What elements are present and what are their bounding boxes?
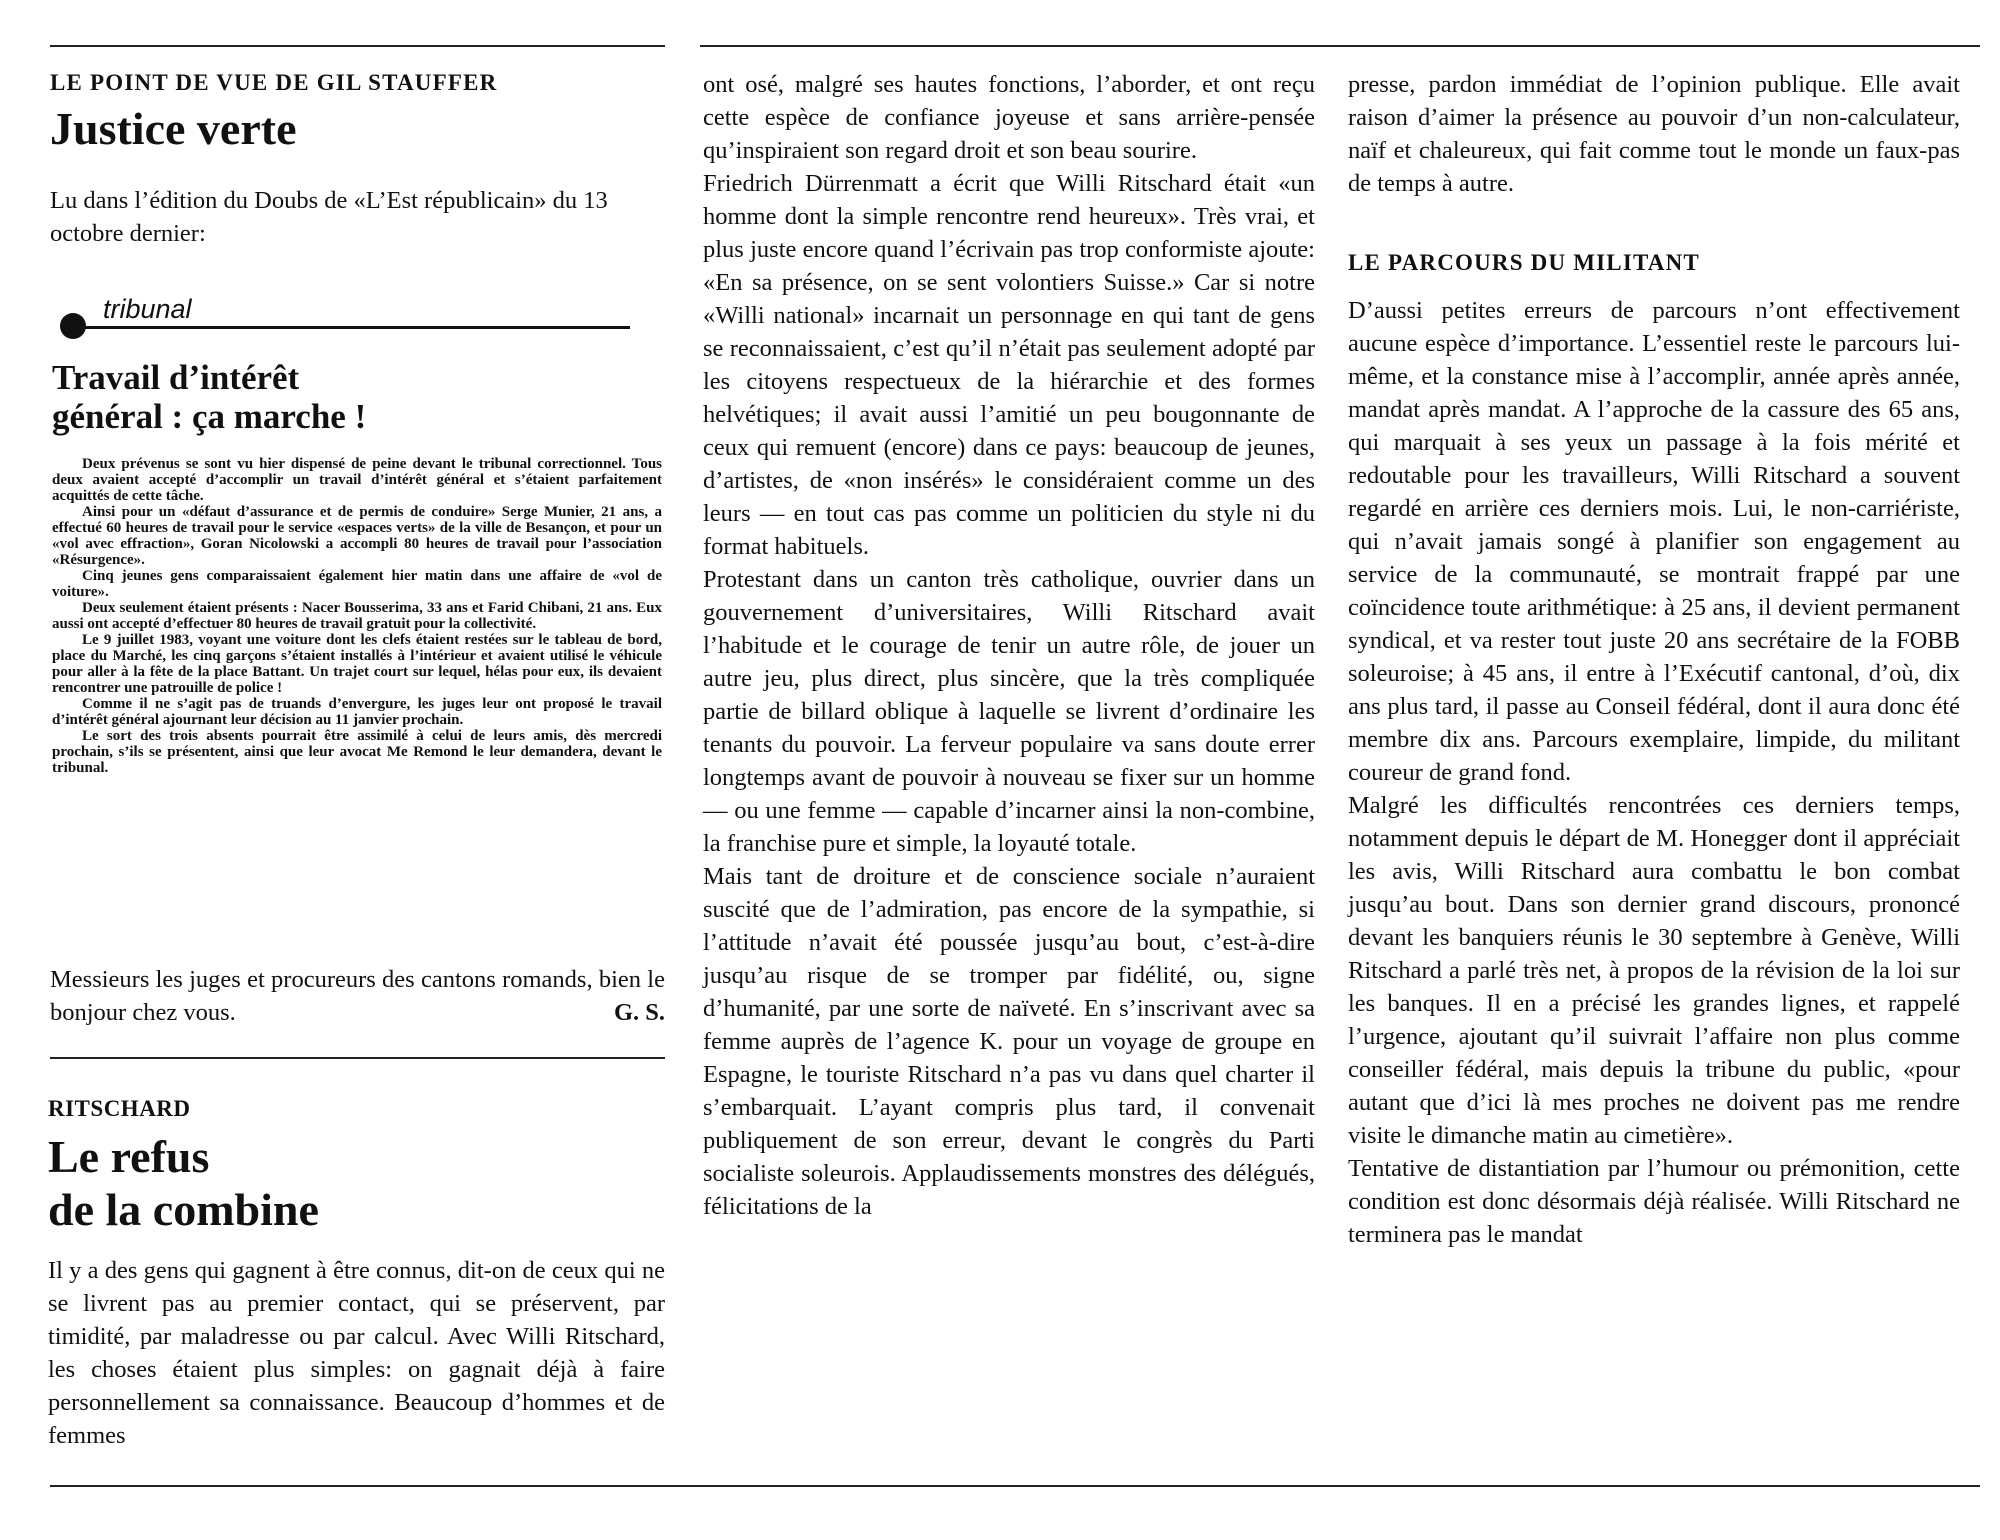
headline-le-refus: Le refus — [48, 1131, 210, 1182]
headline-justice-verte: Justice verte — [50, 103, 297, 154]
article-paragraph: presse, pardon immédiat de l’opinion publique. Elle avait raison d’aimer la présence au pouvoir d’un non-calculateur, naïf et chaleureux, qui fait comme tout le monde un faux-pas de temps à autre. — [1348, 71, 1960, 197]
signature: G. S. — [613, 999, 665, 1026]
clipping-paragraph: Le sort des trois absents pourrait être assimilé à celui de leurs amis, dès mercredi prochain, s’ils se présentent, ainsi que leur avocat Me Remond le leur demandera, devant le tribunal. — [52, 728, 662, 776]
column1-mid-rule — [50, 1057, 665, 1059]
closing-block — [50, 963, 665, 1029]
clipping-paragraph: Deux prévenus se sont vu hier dispensé de peine devant le tribunal correctionnel. Tous deux avaient accepté d’accomplir un travail d’intérêt général et s’étaient parfaitement acquittés de cette tâche. — [52, 456, 662, 504]
kicker-ritschard: RITSCHARD — [48, 1096, 191, 1121]
clipping-content — [52, 358, 662, 776]
clipping-paragraph: Cinq jeunes gens comparaissaient également hier matin dans une affaire de «vol de voiture». — [52, 568, 662, 600]
intro-text: Lu dans l’édition du Doubs de «L’Est républicain» du 13 octobre dernier: — [50, 187, 608, 247]
article-body-start: Il y a des gens qui gagnent à être connus, dit-on de ceux qui ne se livrent pas au premier contact, qui se préservent, par timidité, par maladresse ou par calcul. Avec Willi Ritschard, les choses étaient plus simples: on gagnait déjà à faire personnellement sa connaissance. Beaucoup d’hommes et de femmes — [48, 1257, 665, 1449]
column-3 — [1348, 68, 1960, 1251]
subhead-parcours: LE PARCOURS DU MILITANT — [1348, 250, 1700, 275]
clipping-paragraph: Comme il ne s’agit pas de truands d’envergure, les juges leur ont proposé le travail d’intérêt général ajournant leur décision au 11 janvier prochain. — [52, 696, 662, 728]
clipping-label-rule — [68, 326, 630, 329]
clipping-paragraph: Deux seulement étaient présents : Nacer Bousserima, 33 ans et Farid Chibani, 21 ans. Eux aussi ont accepté d’effectuer 80 heures de travail gratuit pour la collectivité. — [52, 600, 662, 632]
top-rule-right — [700, 45, 1980, 47]
ritschard-article-head — [48, 1096, 665, 1452]
article-paragraph: Malgré les difficultés rencontrées ces derniers temps, notamment depuis le départ de M. Honegger dont il appréciait les avis, Willi Ritschard aura combattu le bon combat jusqu’au bout. Dans son dernier grand discours, prononcé devant les banquiers réunis le 30 septembre à Genève, Willi Ritschard a parlé très net, à propos de la révision de la loi sur les banques. Il en a précisé les grandes lignes, et rappelé l’urgence, ajoutant qu’il suivrait l’affaire non plus comme conseiller fédéral, mais depuis la tribune du public, «pour autant que d’ici là mes proches ne doivent pas me rendre visite le dimanche matin au cimetière». — [1348, 792, 1960, 1149]
column-2 — [703, 68, 1315, 1223]
top-rule-left — [50, 45, 665, 47]
article-paragraph: Tentative de distantiation par l’humour ou prémonition, cette condition est donc désormais déjà réalisée. Willi Ritschard ne terminera pas le mandat — [1348, 1155, 1960, 1248]
clipping-paragraph: Ainsi pour un «défaut d’assurance et de permis de conduire» Serge Munier, 21 ans, a effectué 60 heures de travail pour le service «espaces verts» de la ville de Besançon, et pour un «vol avec effraction», Goran Nicolowski a accompli 80 heures de travail pour l’association «Résurgence». — [52, 504, 662, 568]
column-1 — [50, 70, 665, 250]
clipping-headline-line1: Travail d’intérêt — [52, 358, 300, 397]
kicker-point-de-vue: LE POINT DE VUE DE GIL STAUFFER — [50, 70, 498, 95]
article-paragraph: Friedrich Dürrenmatt a écrit que Willi Ritschard était «un homme dont la simple rencontre rend heureux». Très vrai, et plus juste encore quand l’écrivain pas trop conformiste ajoute: «En sa présence, on se sent volontiers Suisse.» Car si notre «Willi national» incarnait un personnage en qui tant de gens se reconnaissaient, c’est qu’il n’était pas seulement adopté par les citoyens respectueux de la hiérarchie et des formes helvétiques; il avait aussi l’amitié un peu bougonnante de ceux qui remuent (encore) dans ce pays: beaucoup de jeunes, d’artistes, de «non insérés» le considéraient comme un des leurs — en tout cas pas comme un politicien du style ni du format habituels. — [703, 170, 1315, 560]
clipping-headline-line2: général : ça marche ! — [52, 397, 367, 436]
headline-de-la-combine: de la combine — [48, 1184, 319, 1235]
clipping-label: tribunal — [103, 294, 192, 324]
article-paragraph: ont osé, malgré ses hautes fonctions, l’aborder, et ont reçu cette espèce de confiance joyeuse et sans arrière-pensée qu’inspiraient son regard droit et son beau sourire. — [703, 71, 1315, 164]
closing-sentence: Messieurs les juges et procureurs des cantons romands, bien le bonjour chez vous. — [50, 966, 665, 1026]
clipping-paragraph: Le 9 juillet 1983, voyant une voiture dont les clefs étaient restées sur le tableau de bord, place du Marché, les cinq garçons s’étaient installés à l’intérieur et avaient utilisé le véhicule pour aller à la fête de la place Battant. Un trajet court sur lequel, hélas pour eux, ils devaient rencontrer une patrouille de police ! — [52, 632, 662, 696]
closing-text — [50, 963, 665, 1029]
bottom-rule — [50, 1485, 1980, 1487]
section-body — [1348, 294, 1960, 1251]
article-paragraph: D’aussi petites erreurs de parcours n’ont effectivement aucune espèce d’importance. L’essentiel reste le parcours lui-même, et la constance mise à l’accomplir, année après année, mandat après mandat. A l’approche de la cassure des 65 ans, qui marquait à ses yeux un passage à la fois mérité et redoutable pour les travailleurs, Willi Ritschard a souvent regardé en arrière ces derniers mois. Lui, le non-carriériste, qui n’avait jamais songé à planifier son engagement au service de la communauté, se montrait frappé par une coïncidence toute arithmétique: à 25 ans, il devient permanent syndical, et va rester tout juste 20 ans secrétaire de la FOBB soleuroise; à 45 ans, il entre à l’Exécutif cantonal, d’où, dix ans plus tard, il passe au Conseil fédéral, dont il aura donc été membre dix ans. Parcours exemplaire, limpide, du militant coureur de grand fond. — [1348, 297, 1960, 786]
article-paragraph: Protestant dans un canton très catholique, ouvrier dans un gouvernement d’universitaires, Willi Ritschard avait l’habitude et le courage de tenir un autre rôle, de jouer un autre jeu, plus direct, plus sincère, que la très compliquée partie de billard oblique à laquelle se livrent d’ordinaire les tenants du pouvoir. La ferveur populaire va sans doute errer longtemps avant de pouvoir à nouveau se fixer sur un homme — ou une femme — capable d’incarner ainsi la non-combine, la franchise pure et simple, la loyauté totale. — [703, 566, 1315, 857]
article-paragraph: Mais tant de droiture et de conscience sociale n’auraient suscité que de l’admiration, pas encore de la sympathie, si l’attitude n’avait été poussée jusqu’au bout, c’est-à-dire jusqu’au risque de se tromper par fidélité, ou, signe d’humanité, par une sorte de naïveté. En s’inscrivant avec sa femme auprès de l’agence K. pour un voyage de groupe en Espagne, le touriste Ritschard n’a pas vu dans quel charter il s’embarquait. L’ayant compris plus tard, il convenait publiquement de son erreur, devant le congrès du Parti socialiste soleurois. Applaudissements monstres des délégués, félicitations de la — [703, 863, 1315, 1220]
clipping-body — [52, 456, 662, 776]
